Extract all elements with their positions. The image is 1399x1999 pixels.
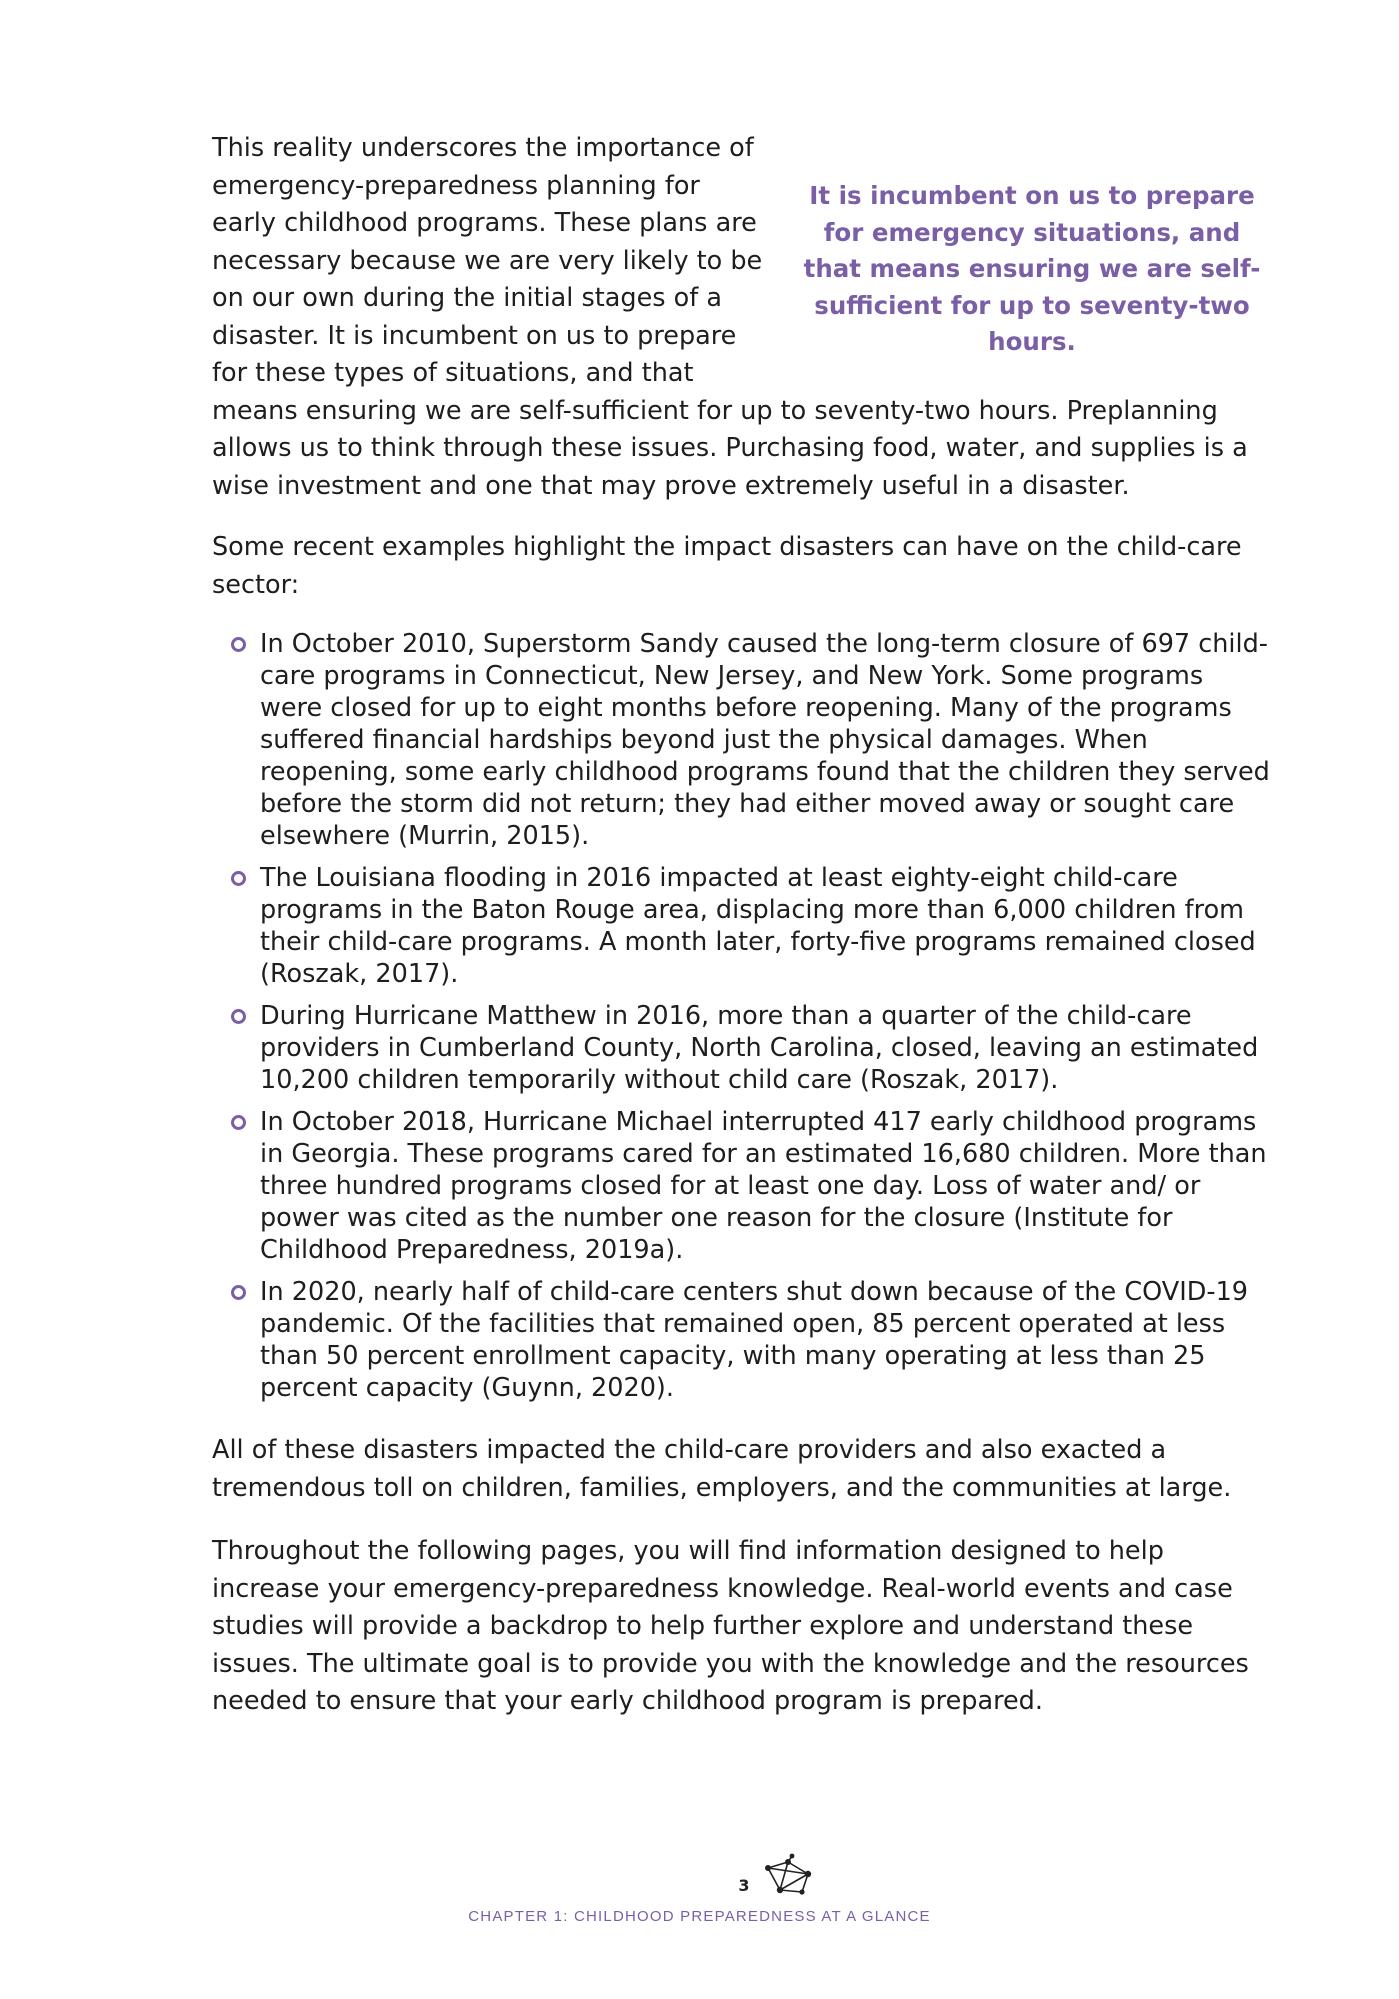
list-item-text: In October 2018, Hurricane Michael interrupted 417 early childhood programs in Georgia. These programs cared for an estimated 16,680 children. More than three hundred programs closed for at least one day. Loss of water and/ or power was cited as the number one reason for the closure (Institute for Childhood Preparedness, 2019a). xyxy=(260,1107,1267,1265)
pullquote: It is incumbent on us to prepare for emergency situations, and that means ensuring we are self-sufficient for up to seventy-two hours. xyxy=(803,181,1261,356)
closing-paragraph: Throughout the following pages, you will find information designed to help increase your emergency-preparedness knowledge. Real-world events and case studies will provide a backdrop to help further explore and understand these issues. The ultimate goal is to provide you with the knowledge and the resources needed to ensure that your early childhood program is prepared. xyxy=(212,1536,1249,1716)
intro-paragraph: This reality underscores the importance of emergency-preparedness planning for early childhood programs. These plans are necessary because we are very likely to be on our own during the initial stages of a disaster. It is incumbent on us to prepare for these types of situations, and that means ensuring we are self-sufficient for up to seventy-two hours. Preplanning allows us to think through these issues. Purchasing food, water, and supplies is a wise investment and one that may prove extremely useful in a disaster. xyxy=(212,133,1248,501)
list-item xyxy=(260,1000,1272,1096)
examples-intro-paragraph: Some recent examples highlight the impact disasters can have on the child-care sector: xyxy=(212,532,1242,600)
list-item xyxy=(260,1276,1272,1404)
list-item xyxy=(260,628,1272,852)
list-item-text: The Louisiana flooding in 2016 impacted at least eighty-eight child-care programs in the Baton Rouge area, displacing more than 6,000 children from their child-care programs. A month later, forty-five programs remained closed (Roszak, 2017). xyxy=(260,863,1256,989)
network-logo-icon xyxy=(762,1852,814,1900)
disaster-examples-list xyxy=(212,628,1272,1404)
list-item xyxy=(260,1106,1272,1266)
list-item xyxy=(260,862,1272,990)
bullet-circle-icon xyxy=(231,1115,246,1130)
bullet-circle-icon xyxy=(231,637,246,652)
page-number: 3 xyxy=(738,1876,750,1895)
page-content xyxy=(212,130,1272,1747)
bullet-circle-icon xyxy=(231,1285,246,1300)
toll-paragraph: All of these disasters impacted the child-care providers and also exacted a tremendous toll on children, families, employers, and the communities at large. xyxy=(212,1435,1232,1503)
chapter-label: CHAPTER 1: CHILDHOOD PREPAREDNESS AT A GLANCE xyxy=(468,1908,931,1925)
bullet-circle-icon xyxy=(231,1009,246,1024)
page-footer xyxy=(0,1842,1399,1932)
bullet-circle-icon xyxy=(231,871,246,886)
list-item-text: During Hurricane Matthew in 2016, more than a quarter of the child-care providers in Cumberland County, North Carolina, closed, leaving an estimated 10,200 children temporarily without child care (Roszak, 2017). xyxy=(260,1001,1259,1095)
list-item-text: In October 2010, Superstorm Sandy caused the long-term closure of 697 child-care programs in Connecticut, New Jersey, and New York. Some programs were closed for up to eight months before reopening. Many of the programs suffered financial hardships beyond just the physical damages. When reopening, some early childhood programs found that the children they served before the storm did not return; they had either moved away or sought care elsewhere (Murrin, 2015). xyxy=(260,629,1270,851)
list-item-text: In 2020, nearly half of child-care centers shut down because of the COVID-19 pandemic. Of the facilities that remained open, 85 percent operated at less than 50 percent enrollment capacity, with many operating at less than 25 percent capacity (Guynn, 2020). xyxy=(260,1277,1249,1403)
